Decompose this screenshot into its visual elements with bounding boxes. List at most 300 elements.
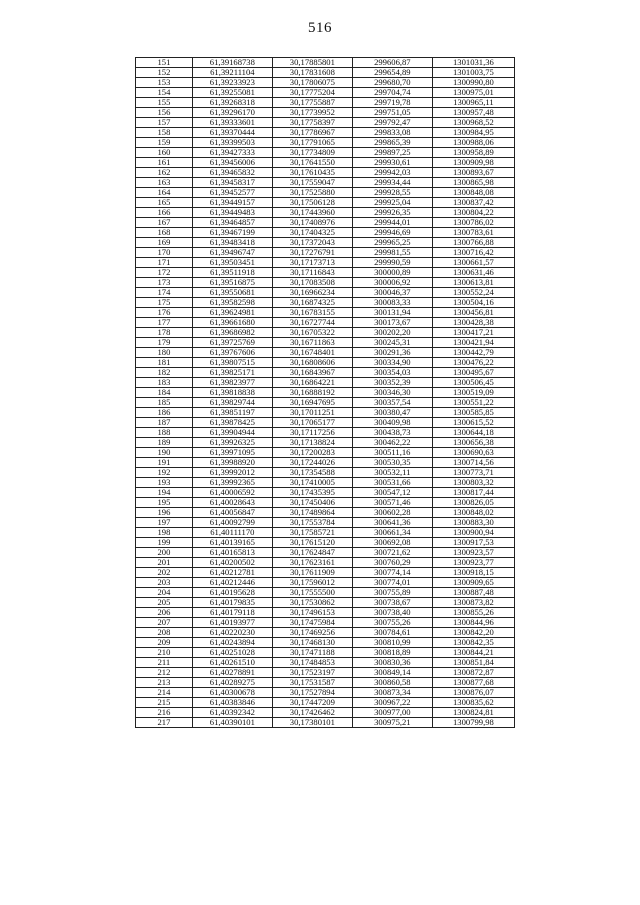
- point-number-cell: 168: [136, 228, 193, 238]
- y-coordinate-cell: 1300421,94: [432, 338, 514, 348]
- point-number-cell: 192: [136, 468, 193, 478]
- longitude-cell: 30,17831608: [272, 68, 352, 78]
- y-coordinate-cell: 1300893,67: [432, 168, 514, 178]
- y-coordinate-cell: 1300909,65: [432, 578, 514, 588]
- point-number-cell: 191: [136, 458, 193, 468]
- longitude-cell: 30,17623161: [272, 558, 352, 568]
- table-row: [136, 358, 515, 368]
- longitude-cell: 30,16966234: [272, 288, 352, 298]
- latitude-cell: 61,40056847: [192, 508, 272, 518]
- y-coordinate-cell: 1300872,87: [432, 668, 514, 678]
- table-row: [136, 328, 515, 338]
- x-coordinate-cell: 300531,66: [352, 478, 432, 488]
- x-coordinate-cell: 300409,98: [352, 418, 432, 428]
- longitude-cell: 30,17791065: [272, 138, 352, 148]
- latitude-cell: 61,39467199: [192, 228, 272, 238]
- y-coordinate-cell: 1300968,52: [432, 118, 514, 128]
- point-number-cell: 215: [136, 698, 193, 708]
- y-coordinate-cell: 1300417,21: [432, 328, 514, 338]
- latitude-cell: 61,39268318: [192, 98, 272, 108]
- x-coordinate-cell: 299654,89: [352, 68, 432, 78]
- y-coordinate-cell: 1300957,48: [432, 108, 514, 118]
- latitude-cell: 61,39767606: [192, 348, 272, 358]
- table-row: [136, 708, 515, 718]
- table-row: [136, 338, 515, 348]
- table-row: [136, 98, 515, 108]
- latitude-cell: 61,39503451: [192, 258, 272, 268]
- table-row: [136, 398, 515, 408]
- latitude-cell: 61,39851197: [192, 408, 272, 418]
- table-row: [136, 628, 515, 638]
- x-coordinate-cell: 299680,70: [352, 78, 432, 88]
- y-coordinate-cell: 1300909,98: [432, 158, 514, 168]
- table-row: [136, 368, 515, 378]
- longitude-cell: 30,17065177: [272, 418, 352, 428]
- point-number-cell: 169: [136, 238, 193, 248]
- x-coordinate-cell: 299930,61: [352, 158, 432, 168]
- point-number-cell: 170: [136, 248, 193, 258]
- table-row: [136, 78, 515, 88]
- longitude-cell: 30,17435395: [272, 488, 352, 498]
- table-row: [136, 348, 515, 358]
- x-coordinate-cell: 300975,21: [352, 718, 432, 728]
- y-coordinate-cell: 1300716,42: [432, 248, 514, 258]
- y-coordinate-cell: 1300887,48: [432, 588, 514, 598]
- x-coordinate-cell: 299897,25: [352, 148, 432, 158]
- point-number-cell: 152: [136, 68, 193, 78]
- table-row: [136, 118, 515, 128]
- y-coordinate-cell: 1300917,53: [432, 538, 514, 548]
- x-coordinate-cell: 299946,69: [352, 228, 432, 238]
- y-coordinate-cell: 1300844,96: [432, 618, 514, 628]
- table-row: [136, 448, 515, 458]
- table-row: [136, 238, 515, 248]
- x-coordinate-cell: 300738,67: [352, 598, 432, 608]
- latitude-cell: 61,39511918: [192, 268, 272, 278]
- y-coordinate-cell: 1300631,46: [432, 268, 514, 278]
- point-number-cell: 207: [136, 618, 193, 628]
- table-row: [136, 688, 515, 698]
- latitude-cell: 61,40111170: [192, 528, 272, 538]
- longitude-cell: 30,17138824: [272, 438, 352, 448]
- table-row: [136, 258, 515, 268]
- y-coordinate-cell: 1301031,36: [432, 58, 514, 68]
- longitude-cell: 30,16874325: [272, 298, 352, 308]
- x-coordinate-cell: 300738,40: [352, 608, 432, 618]
- y-coordinate-cell: 1300656,38: [432, 438, 514, 448]
- x-coordinate-cell: 300083,33: [352, 298, 432, 308]
- point-number-cell: 158: [136, 128, 193, 138]
- x-coordinate-cell: 300860,58: [352, 678, 432, 688]
- y-coordinate-cell: 1300804,22: [432, 208, 514, 218]
- longitude-cell: 30,16864221: [272, 378, 352, 388]
- y-coordinate-cell: 1300918,15: [432, 568, 514, 578]
- point-number-cell: 173: [136, 278, 193, 288]
- point-number-cell: 174: [136, 288, 193, 298]
- point-number-cell: 183: [136, 378, 193, 388]
- point-number-cell: 162: [136, 168, 193, 178]
- point-number-cell: 166: [136, 208, 193, 218]
- table-row: [136, 528, 515, 538]
- x-coordinate-cell: 300602,28: [352, 508, 432, 518]
- latitude-cell: 61,39211104: [192, 68, 272, 78]
- latitude-cell: 61,39904944: [192, 428, 272, 438]
- longitude-cell: 30,17173713: [272, 258, 352, 268]
- y-coordinate-cell: 1300551,22: [432, 398, 514, 408]
- x-coordinate-cell: 300784,61: [352, 628, 432, 638]
- latitude-cell: 61,39449483: [192, 208, 272, 218]
- x-coordinate-cell: 300530,35: [352, 458, 432, 468]
- point-number-cell: 187: [136, 418, 193, 428]
- x-coordinate-cell: 299704,74: [352, 88, 432, 98]
- y-coordinate-cell: 1300844,21: [432, 648, 514, 658]
- latitude-cell: 61,39465832: [192, 168, 272, 178]
- point-number-cell: 205: [136, 598, 193, 608]
- x-coordinate-cell: 300532,11: [352, 468, 432, 478]
- latitude-cell: 61,39255081: [192, 88, 272, 98]
- longitude-cell: 30,17083508: [272, 278, 352, 288]
- x-coordinate-cell: 300967,22: [352, 698, 432, 708]
- table-row: [136, 568, 515, 578]
- latitude-cell: 61,40251028: [192, 648, 272, 658]
- point-number-cell: 182: [136, 368, 193, 378]
- table-row: [136, 548, 515, 558]
- longitude-cell: 30,17739952: [272, 108, 352, 118]
- latitude-cell: 61,39971095: [192, 448, 272, 458]
- longitude-cell: 30,17496153: [272, 608, 352, 618]
- table-row: [136, 718, 515, 728]
- y-coordinate-cell: 1300923,57: [432, 548, 514, 558]
- longitude-cell: 30,17611909: [272, 568, 352, 578]
- y-coordinate-cell: 1300783,61: [432, 228, 514, 238]
- point-number-cell: 163: [136, 178, 193, 188]
- x-coordinate-cell: 299944,01: [352, 218, 432, 228]
- longitude-cell: 30,16711863: [272, 338, 352, 348]
- point-number-cell: 175: [136, 298, 193, 308]
- point-number-cell: 198: [136, 528, 193, 538]
- longitude-cell: 30,17624847: [272, 548, 352, 558]
- x-coordinate-cell: 300641,36: [352, 518, 432, 528]
- latitude-cell: 61,39823977: [192, 378, 272, 388]
- point-number-cell: 200: [136, 548, 193, 558]
- table-row: [136, 408, 515, 418]
- y-coordinate-cell: 1300690,63: [432, 448, 514, 458]
- x-coordinate-cell: 300006,92: [352, 278, 432, 288]
- y-coordinate-cell: 1300552,24: [432, 288, 514, 298]
- longitude-cell: 30,17610435: [272, 168, 352, 178]
- longitude-cell: 30,17615120: [272, 538, 352, 548]
- longitude-cell: 30,17469256: [272, 628, 352, 638]
- latitude-cell: 61,39464857: [192, 218, 272, 228]
- x-coordinate-cell: 299925,04: [352, 198, 432, 208]
- latitude-cell: 61,40006592: [192, 488, 272, 498]
- longitude-cell: 30,17471188: [272, 648, 352, 658]
- table-row: [136, 298, 515, 308]
- y-coordinate-cell: 1300817,44: [432, 488, 514, 498]
- latitude-cell: 61,39233923: [192, 78, 272, 88]
- table-row: [136, 698, 515, 708]
- point-number-cell: 171: [136, 258, 193, 268]
- point-number-cell: 184: [136, 388, 193, 398]
- table-row: [136, 308, 515, 318]
- latitude-cell: 61,39624981: [192, 308, 272, 318]
- latitude-cell: 61,39449157: [192, 198, 272, 208]
- y-coordinate-cell: 1301003,75: [432, 68, 514, 78]
- point-number-cell: 210: [136, 648, 193, 658]
- table-row: [136, 518, 515, 528]
- table-row: [136, 418, 515, 428]
- longitude-cell: 30,17372043: [272, 238, 352, 248]
- x-coordinate-cell: 300818,89: [352, 648, 432, 658]
- point-number-cell: 154: [136, 88, 193, 98]
- point-number-cell: 189: [136, 438, 193, 448]
- point-number-cell: 209: [136, 638, 193, 648]
- table-row: [136, 458, 515, 468]
- latitude-cell: 61,40212781: [192, 568, 272, 578]
- x-coordinate-cell: 299990,59: [352, 258, 432, 268]
- y-coordinate-cell: 1300873,82: [432, 598, 514, 608]
- point-number-cell: 195: [136, 498, 193, 508]
- table-row: [136, 468, 515, 478]
- table-row: [136, 388, 515, 398]
- point-number-cell: 165: [136, 198, 193, 208]
- y-coordinate-cell: 1300506,45: [432, 378, 514, 388]
- y-coordinate-cell: 1300644,18: [432, 428, 514, 438]
- longitude-cell: 30,17410005: [272, 478, 352, 488]
- longitude-cell: 30,17525880: [272, 188, 352, 198]
- table-row: [136, 168, 515, 178]
- x-coordinate-cell: 300571,46: [352, 498, 432, 508]
- point-number-cell: 208: [136, 628, 193, 638]
- latitude-cell: 61,39582598: [192, 298, 272, 308]
- y-coordinate-cell: 1300661,57: [432, 258, 514, 268]
- y-coordinate-cell: 1300773,71: [432, 468, 514, 478]
- latitude-cell: 61,40261510: [192, 658, 272, 668]
- longitude-cell: 30,17506128: [272, 198, 352, 208]
- y-coordinate-cell: 1300842,35: [432, 638, 514, 648]
- longitude-cell: 30,17404325: [272, 228, 352, 238]
- y-coordinate-cell: 1300900,94: [432, 528, 514, 538]
- latitude-cell: 61,39516875: [192, 278, 272, 288]
- table-row: [136, 318, 515, 328]
- point-number-cell: 172: [136, 268, 193, 278]
- latitude-cell: 61,39333601: [192, 118, 272, 128]
- longitude-cell: 30,17443960: [272, 208, 352, 218]
- y-coordinate-cell: 1300442,79: [432, 348, 514, 358]
- longitude-cell: 30,17585721: [272, 528, 352, 538]
- longitude-cell: 30,17523197: [272, 668, 352, 678]
- longitude-cell: 30,17117256: [272, 428, 352, 438]
- point-number-cell: 185: [136, 398, 193, 408]
- x-coordinate-cell: 300131,94: [352, 308, 432, 318]
- point-number-cell: 178: [136, 328, 193, 338]
- longitude-cell: 30,17641550: [272, 158, 352, 168]
- x-coordinate-cell: 300873,34: [352, 688, 432, 698]
- latitude-cell: 61,40200502: [192, 558, 272, 568]
- x-coordinate-cell: 300849,14: [352, 668, 432, 678]
- table-row: [136, 508, 515, 518]
- table-row: [136, 638, 515, 648]
- point-number-cell: 156: [136, 108, 193, 118]
- x-coordinate-cell: 299792,47: [352, 118, 432, 128]
- table-row: [136, 438, 515, 448]
- point-number-cell: 188: [136, 428, 193, 438]
- x-coordinate-cell: 300692,08: [352, 538, 432, 548]
- point-number-cell: 186: [136, 408, 193, 418]
- x-coordinate-cell: 300438,73: [352, 428, 432, 438]
- longitude-cell: 30,17806075: [272, 78, 352, 88]
- latitude-cell: 61,40300678: [192, 688, 272, 698]
- latitude-cell: 61,39686982: [192, 328, 272, 338]
- x-coordinate-cell: 300354,03: [352, 368, 432, 378]
- longitude-cell: 30,17527894: [272, 688, 352, 698]
- longitude-cell: 30,17555500: [272, 588, 352, 598]
- y-coordinate-cell: 1300958,89: [432, 148, 514, 158]
- table-row: [136, 208, 515, 218]
- table-row: [136, 268, 515, 278]
- y-coordinate-cell: 1300975,01: [432, 88, 514, 98]
- y-coordinate-cell: 1300504,16: [432, 298, 514, 308]
- latitude-cell: 61,39818838: [192, 388, 272, 398]
- longitude-cell: 30,17484853: [272, 658, 352, 668]
- longitude-cell: 30,16808606: [272, 358, 352, 368]
- y-coordinate-cell: 1300984,95: [432, 128, 514, 138]
- x-coordinate-cell: 300721,62: [352, 548, 432, 558]
- longitude-cell: 30,17596012: [272, 578, 352, 588]
- table-row: [136, 288, 515, 298]
- latitude-cell: 61,39926325: [192, 438, 272, 448]
- y-coordinate-cell: 1300855,26: [432, 608, 514, 618]
- latitude-cell: 61,40165813: [192, 548, 272, 558]
- point-number-cell: 206: [136, 608, 193, 618]
- table-row: [136, 278, 515, 288]
- latitude-cell: 61,40243894: [192, 638, 272, 648]
- y-coordinate-cell: 1300519,09: [432, 388, 514, 398]
- table-row: [136, 378, 515, 388]
- latitude-cell: 61,39992012: [192, 468, 272, 478]
- point-number-cell: 216: [136, 708, 193, 718]
- point-number-cell: 151: [136, 58, 193, 68]
- longitude-cell: 30,17200283: [272, 448, 352, 458]
- point-number-cell: 213: [136, 678, 193, 688]
- longitude-cell: 30,17758397: [272, 118, 352, 128]
- point-number-cell: 180: [136, 348, 193, 358]
- latitude-cell: 61,39878425: [192, 418, 272, 428]
- y-coordinate-cell: 1300848,08: [432, 188, 514, 198]
- x-coordinate-cell: 300547,12: [352, 488, 432, 498]
- longitude-cell: 30,17553784: [272, 518, 352, 528]
- point-number-cell: 197: [136, 518, 193, 528]
- y-coordinate-cell: 1300714,56: [432, 458, 514, 468]
- longitude-cell: 30,17468130: [272, 638, 352, 648]
- longitude-cell: 30,17734809: [272, 148, 352, 158]
- longitude-cell: 30,17276791: [272, 248, 352, 258]
- point-number-cell: 153: [136, 78, 193, 88]
- point-number-cell: 214: [136, 688, 193, 698]
- x-coordinate-cell: 300810,99: [352, 638, 432, 648]
- longitude-cell: 30,17011251: [272, 408, 352, 418]
- x-coordinate-cell: 300202,20: [352, 328, 432, 338]
- latitude-cell: 61,39496747: [192, 248, 272, 258]
- table-row: [136, 478, 515, 488]
- latitude-cell: 61,39829744: [192, 398, 272, 408]
- longitude-cell: 30,16843967: [272, 368, 352, 378]
- y-coordinate-cell: 1300883,30: [432, 518, 514, 528]
- longitude-cell: 30,17116843: [272, 268, 352, 278]
- latitude-cell: 61,39992365: [192, 478, 272, 488]
- point-number-cell: 204: [136, 588, 193, 598]
- table-row: [136, 58, 515, 68]
- point-number-cell: 157: [136, 118, 193, 128]
- x-coordinate-cell: 299942,03: [352, 168, 432, 178]
- longitude-cell: 30,17354588: [272, 468, 352, 478]
- table-row: [136, 128, 515, 138]
- table-row: [136, 88, 515, 98]
- table-row: [136, 668, 515, 678]
- x-coordinate-cell: 299926,35: [352, 208, 432, 218]
- point-number-cell: 212: [136, 668, 193, 678]
- x-coordinate-cell: 299981,55: [352, 248, 432, 258]
- y-coordinate-cell: 1300851,84: [432, 658, 514, 668]
- table-row: [136, 558, 515, 568]
- y-coordinate-cell: 1300965,11: [432, 98, 514, 108]
- x-coordinate-cell: 300346,30: [352, 388, 432, 398]
- x-coordinate-cell: 299833,08: [352, 128, 432, 138]
- x-coordinate-cell: 300462,22: [352, 438, 432, 448]
- y-coordinate-cell: 1300826,05: [432, 498, 514, 508]
- table-row: [136, 108, 515, 118]
- x-coordinate-cell: 300774,14: [352, 568, 432, 578]
- latitude-cell: 61,39825171: [192, 368, 272, 378]
- table-row: [136, 578, 515, 588]
- table-row: [136, 248, 515, 258]
- point-number-cell: 161: [136, 158, 193, 168]
- y-coordinate-cell: 1300803,32: [432, 478, 514, 488]
- x-coordinate-cell: 300352,39: [352, 378, 432, 388]
- y-coordinate-cell: 1300848,02: [432, 508, 514, 518]
- table-row: [136, 198, 515, 208]
- table-row: [136, 488, 515, 498]
- x-coordinate-cell: 300977,00: [352, 708, 432, 718]
- y-coordinate-cell: 1300876,07: [432, 688, 514, 698]
- point-number-cell: 181: [136, 358, 193, 368]
- x-coordinate-cell: 300046,37: [352, 288, 432, 298]
- longitude-cell: 30,17885801: [272, 58, 352, 68]
- table-row: [136, 188, 515, 198]
- longitude-cell: 30,17447209: [272, 698, 352, 708]
- point-number-cell: 164: [136, 188, 193, 198]
- x-coordinate-cell: 299928,55: [352, 188, 432, 198]
- point-number-cell: 167: [136, 218, 193, 228]
- y-coordinate-cell: 1300842,20: [432, 628, 514, 638]
- longitude-cell: 30,17489864: [272, 508, 352, 518]
- latitude-cell: 61,40392342: [192, 708, 272, 718]
- coordinates-table: [135, 57, 515, 728]
- table-row: [136, 158, 515, 168]
- latitude-cell: 61,39370444: [192, 128, 272, 138]
- y-coordinate-cell: 1300585,85: [432, 408, 514, 418]
- latitude-cell: 61,40289275: [192, 678, 272, 688]
- y-coordinate-cell: 1300824,81: [432, 708, 514, 718]
- longitude-cell: 30,16783155: [272, 308, 352, 318]
- latitude-cell: 61,39399503: [192, 138, 272, 148]
- point-number-cell: 217: [136, 718, 193, 728]
- x-coordinate-cell: 300291,36: [352, 348, 432, 358]
- latitude-cell: 61,39168738: [192, 58, 272, 68]
- page-number: 516: [308, 20, 332, 36]
- x-coordinate-cell: 300755,89: [352, 588, 432, 598]
- x-coordinate-cell: 299751,05: [352, 108, 432, 118]
